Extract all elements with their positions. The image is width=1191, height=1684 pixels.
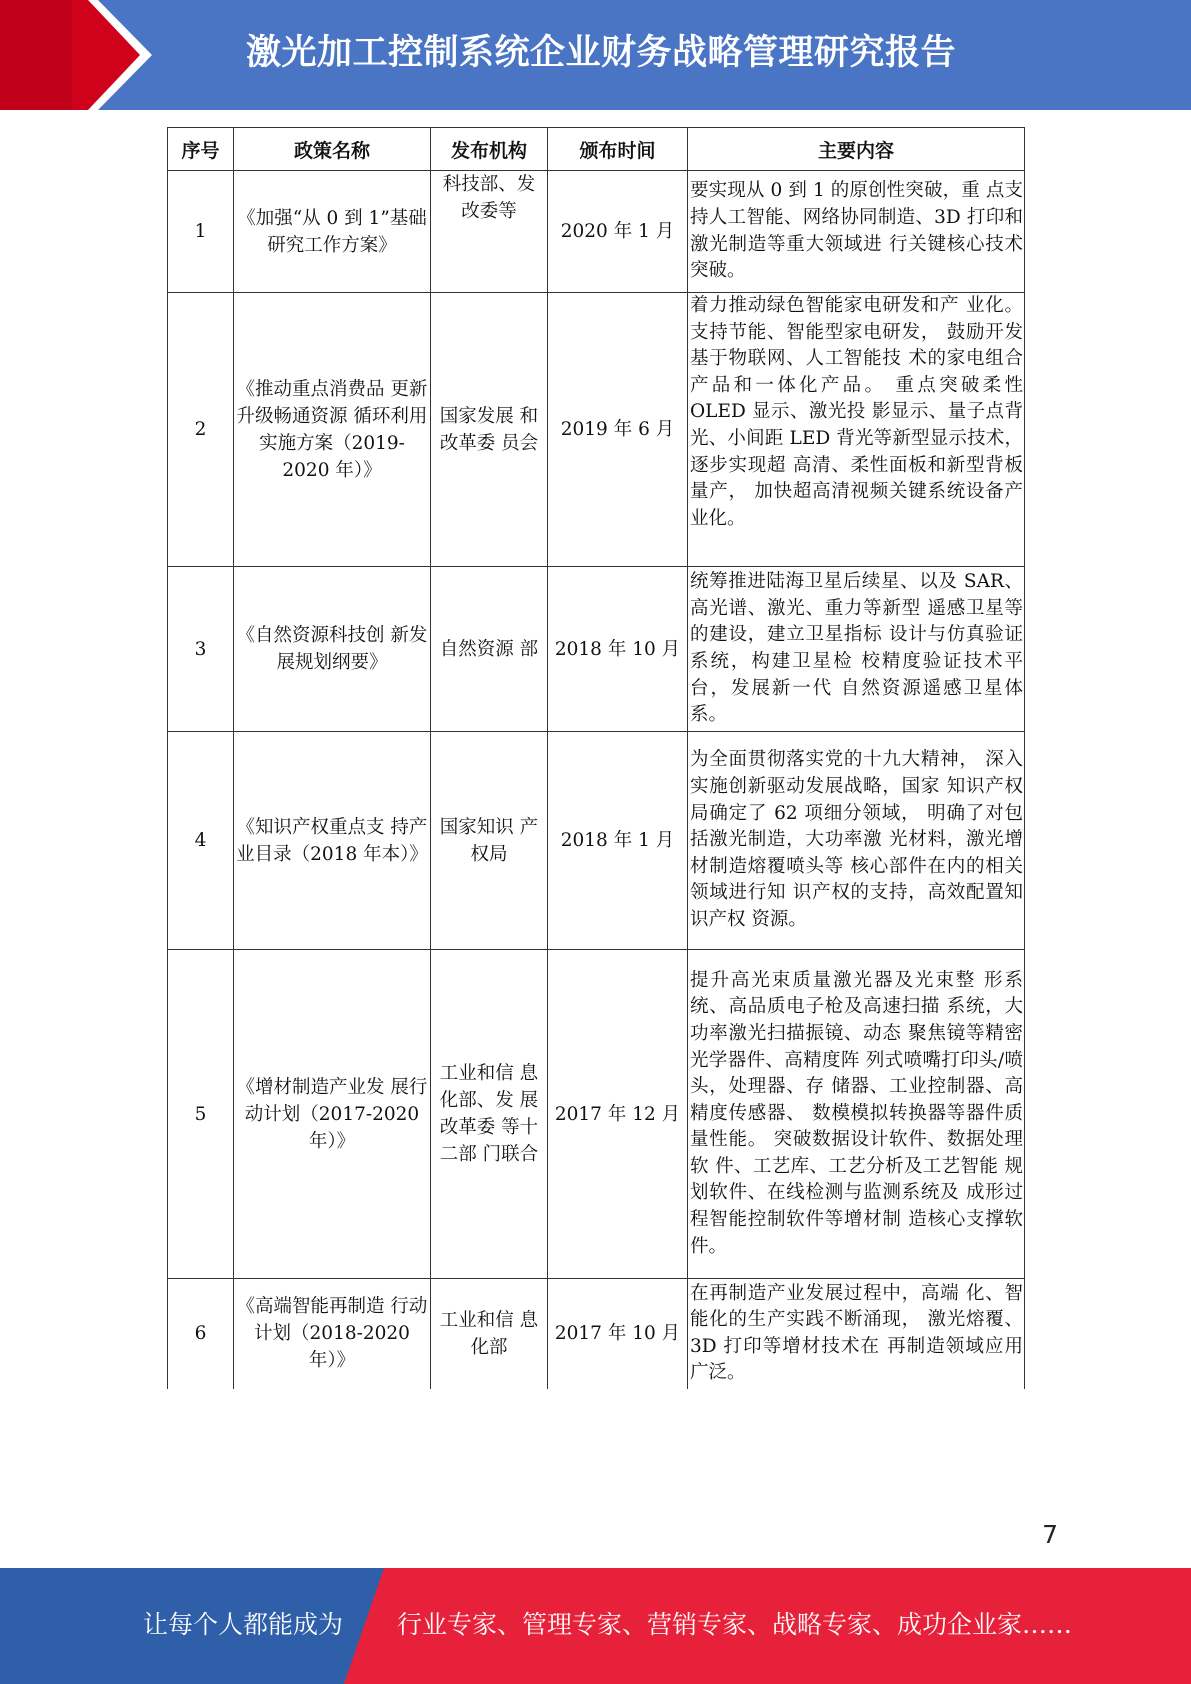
issuing-agency: 工业和信 息化部: [431, 1279, 548, 1389]
issue-date: 2018 年 10 月: [548, 567, 688, 732]
table-row: [168, 1279, 1025, 1389]
issue-date: 2017 年 10 月: [548, 1279, 688, 1389]
policy-name: 《高端智能再制造 行动计划（2018-2020 年）》: [234, 1279, 431, 1389]
policy-name: 《推动重点消费品 更新升级畅通资源 循环利用实施方案（2019-2020 年）》: [234, 293, 431, 567]
policy-name: 《增材制造产业发 展行动计划（2017-2020 年）》: [234, 950, 431, 1279]
issuing-agency: 工业和信 息化部、发 展改革委 等十二部 门联合: [431, 950, 548, 1279]
issuing-agency: 自然资源 部: [431, 567, 548, 732]
table-header-row: [168, 128, 1025, 171]
issuing-agency: 国家知识 产权局: [431, 732, 548, 950]
issuing-agency: 科技部、发 改委等: [431, 171, 548, 293]
issuing-agency: 国家发展 和改革委 员会: [431, 293, 548, 567]
issue-date: 2017 年 12 月: [548, 950, 688, 1279]
policy-table: [167, 127, 1025, 1389]
table-row: [168, 732, 1025, 950]
policy-name: 《自然资源科技创 新发展规划纲要》: [234, 567, 431, 732]
policy-name: 《加强“从 0 到 1”基础研究工作方案》: [234, 171, 431, 293]
table-row: [168, 171, 1025, 293]
row-number: 4: [168, 732, 234, 950]
column-header-issuer: 发布机构: [431, 128, 548, 171]
row-number: 6: [168, 1279, 234, 1389]
table-row: [168, 567, 1025, 732]
page-header: [0, 0, 1191, 110]
policy-content: 要实现从 0 到 1 的原创性突破，重 点支持人工智能、网络协同制造、3D 打印和激光制造等重大领域进 行关键核心技术突破。: [688, 171, 1025, 293]
report-title: 激光加工控制系统企业财务战略管理研究报告: [246, 33, 957, 73]
policy-content: 在再制造产业发展过程中，高端 化、智能化的生产实践不断涌现， 激光熔覆、3D 打印等增材技术在 再制造领域应用广泛。: [688, 1279, 1025, 1389]
policy-content: 提升高光束质量激光器及光束整 形系统、高品质电子枪及高速扫描 系统，大功率激光扫描振镜、动态 聚焦镜等精密光学器件、高精度阵 列式喷嘴打印头/喷头，处理器、存 储器、工业控制器、高精度传感器、 数模模拟转换器等器件质量性能。 突破数据设计软件、数据处理软 件、工艺库、工艺分析及工艺智能 规划软件、在线检测与监测系统及 成形过程智能控制软件等增材制 造核心支撑软件。: [688, 950, 1025, 1279]
policy-content: 为全面贯彻落实党的十九大精神， 深入实施创新驱动发展战略，国家 知识产权局确定了 62 项细分领域， 明确了对包括激光制造，大功率激 光材料，激光增材制造熔覆喷头等 核心部件在内的相关领域进行知 识产权的支持，高效配置知识产权 资源。: [688, 732, 1025, 950]
issue-date: 2020 年 1 月: [548, 171, 688, 293]
page-footer: [0, 1568, 1191, 1684]
footer-slogan-right: 行业专家、管理专家、营销专家、战略专家、成功企业家……: [397, 1610, 1073, 1639]
column-header-name: 政策名称: [234, 128, 431, 171]
row-number: 1: [168, 171, 234, 293]
policy-content: 着力推动绿色智能家电研发和产 业化。支持节能、智能型家电研发， 鼓励开发基于物联网、人工智能技 术的家电组合产品和一体化产品。 重点突破柔性 OLED 显示、激光投 影显示、量子点背光、小间距 LED 背光等新型显示技术，逐步实现超 高清、柔性面板和新型背板量产， 加快超高清视频关键系统设备产 业化。: [688, 293, 1025, 567]
page-number: 7: [1042, 1520, 1058, 1549]
footer-slogan-left: 让每个人都能成为: [143, 1610, 344, 1639]
column-header-content: 主要内容: [688, 128, 1025, 171]
row-number: 2: [168, 293, 234, 567]
policy-name: 《知识产权重点支 持产业目录（2018 年本）》: [234, 732, 431, 950]
row-number: 3: [168, 567, 234, 732]
column-header-no: 序号: [168, 128, 234, 171]
policy-content: 统筹推进陆海卫星后续星、以及 SAR、高光谱、激光、重力等新型 遥感卫星等的建设，建立卫星指标 设计与仿真验证系统，构建卫星检 校精度验证技术平台，发展新一代 自然资源遥感卫星体系。: [688, 567, 1025, 732]
table-row: [168, 293, 1025, 567]
table-row: [168, 950, 1025, 1279]
column-header-date: 颁布时间: [548, 128, 688, 171]
row-number: 5: [168, 950, 234, 1279]
issue-date: 2019 年 6 月: [548, 293, 688, 567]
issue-date: 2018 年 1 月: [548, 732, 688, 950]
